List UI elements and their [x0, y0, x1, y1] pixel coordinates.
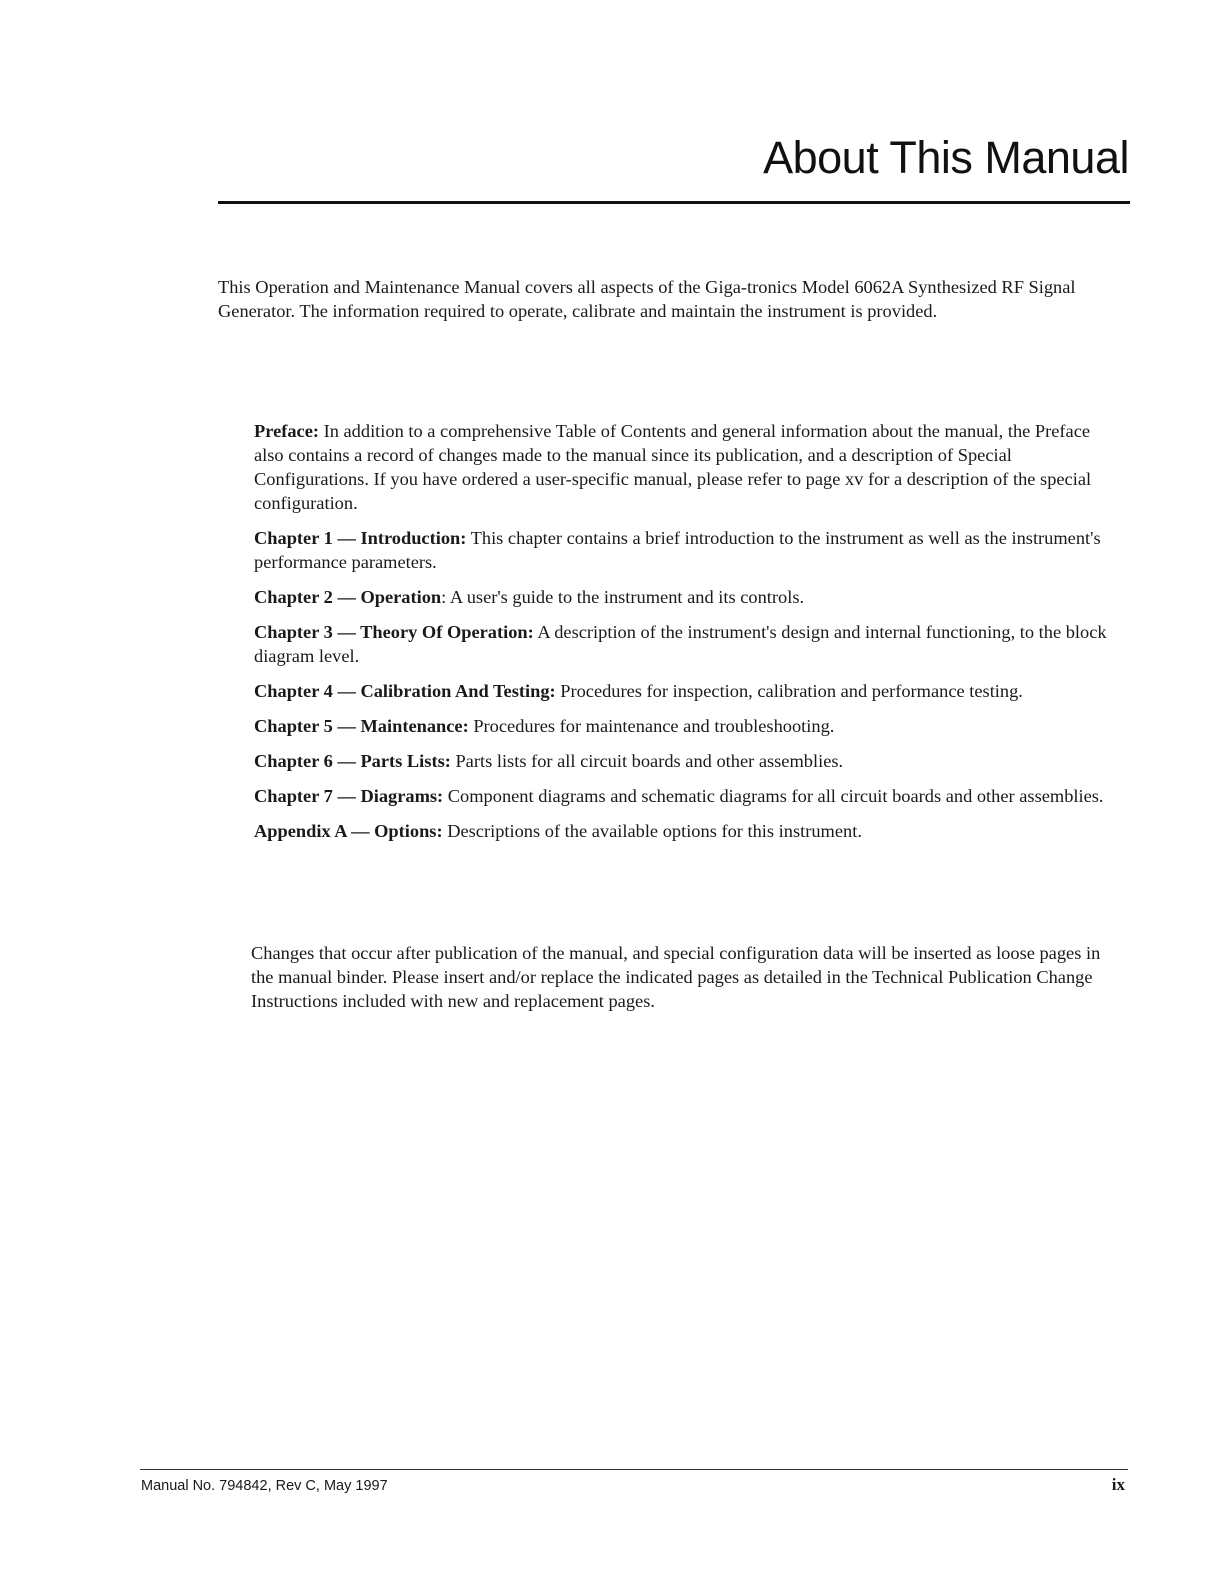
entry-heading: Introduction:: [360, 528, 467, 548]
entry-prefix: Chapter 7 —: [254, 786, 361, 806]
entry-heading: Maintenance:: [360, 716, 469, 736]
entry-prefix: Chapter 4 —: [254, 681, 361, 701]
list-item-appendix-a: [254, 819, 1120, 843]
entry-prefix: Chapter 5 —: [254, 716, 361, 736]
entry-text: Procedures for maintenance and troubleshooting.: [468, 716, 835, 736]
entry-text: Procedures for inspection, calibration and performance testing.: [555, 681, 1023, 701]
entry-prefix: Chapter 6 —: [254, 751, 361, 771]
title-divider: [218, 201, 1130, 204]
entry-heading: Operation: [360, 587, 442, 607]
page-title: About This Manual: [763, 132, 1129, 183]
entry-heading: Calibration And Testing:: [360, 681, 556, 701]
list-item-chapter-7: [254, 784, 1120, 808]
closing-paragraph: Changes that occur after publication of the manual, and special configuration data will be inserted as loose pages in the manual binder. Please insert and/or replace the indicated pages as detailed in the Technical Publication Change Instructions included with new and replacement pages.: [251, 943, 1101, 1011]
entry-text: A description of the instrument's design and internal functioning, to the block diagram level.: [254, 622, 1107, 666]
page-number: ix: [1111, 1475, 1125, 1494]
entry-text: Descriptions of the available options for this instrument.: [442, 821, 862, 841]
entry-prefix: Preface:: [254, 421, 319, 441]
entry-heading: Theory Of Operation:: [360, 622, 534, 642]
entry-prefix: Chapter 3 —: [254, 622, 361, 642]
footer-divider: [140, 1469, 1128, 1470]
contents-list: [254, 419, 1120, 854]
list-item-chapter-5: [254, 714, 1120, 738]
entry-prefix: Appendix A —: [254, 821, 375, 841]
entry-text: This chapter contains a brief introduction to the instrument as well as the instrument's performance parameters.: [254, 528, 1101, 572]
entry-heading: Diagrams:: [360, 786, 444, 806]
manual-number: Manual No. 794842, Rev C, May 1997: [141, 1478, 388, 1494]
entry-heading: Options:: [374, 821, 443, 841]
entry-heading: Parts Lists:: [360, 751, 451, 771]
intro-paragraph: This Operation and Maintenance Manual covers all aspects of the Giga-tronics Model 6062A Synthesized RF Signal Generator. The information required to operate, calibrate and maintain the instrument is provided.: [218, 277, 1076, 321]
list-item-preface: [254, 419, 1120, 515]
list-item-chapter-6: [254, 749, 1120, 773]
list-item-chapter-2: [254, 585, 1120, 609]
list-item-chapter-3: [254, 620, 1120, 668]
list-item-chapter-1: [254, 526, 1120, 574]
entry-prefix: Chapter 2 —: [254, 587, 361, 607]
entry-text: Parts lists for all circuit boards and other assemblies.: [450, 751, 844, 771]
list-item-chapter-4: [254, 679, 1120, 703]
entry-text: : A user's guide to the instrument and its controls.: [441, 587, 805, 607]
entry-text: Component diagrams and schematic diagrams for all circuit boards and other assemblies.: [443, 786, 1104, 806]
entry-prefix: Chapter 1 —: [254, 528, 361, 548]
entry-text: In addition to a comprehensive Table of Contents and general information about the manual, the Preface also contains a record of changes made to the manual since its publication, and a description of Special Configurations. If you have ordered a user-specific manual, please refer to page xv for a description of the special configuration.: [254, 421, 1092, 513]
